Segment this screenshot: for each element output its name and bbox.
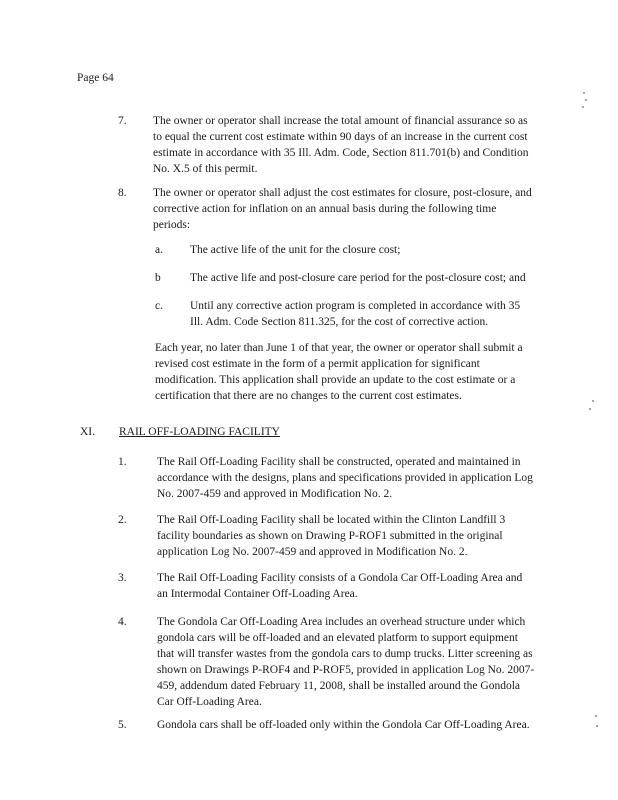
text-line: The owner or operator shall increase the total amount of financial assurance so as [153,115,528,127]
page-number: Page 64 [77,72,114,84]
scan-artifact [596,725,598,727]
text-line: that will transfer wastes from the gondola cars to dump trucks. Litter screening as [157,648,533,660]
text-line: an Intermodal Container Off-Loading Area. [157,588,358,600]
subitem-c-letter: c. [155,300,163,312]
text-line: The owner or operator shall adjust the cost estimates for closure, post-closure, and [153,187,532,199]
section-xi-number: XI. [80,426,96,438]
text-line: accordance with the designs, plans and specifications provided in application Log [157,472,533,484]
xi-item-2-text [157,512,505,560]
xi-item-3-number: 3. [118,572,127,584]
xi-item-4-number: 4. [118,616,127,628]
scan-artifact [595,715,597,717]
text-line: No. X.5 of this permit. [153,163,258,175]
text-line: periods: [153,219,191,231]
item-7-number: 7. [118,115,127,127]
text-line: revised cost estimate in the form of a permit application for significant [155,358,480,370]
item-8-number: 8. [118,187,127,199]
scan-artifact [585,99,587,101]
subitem-b-letter: b [155,272,161,284]
text-line: The Gondola Car Off-Loading Area includes an overhead structure under which [157,616,526,628]
text-line: shown on Drawings P-ROF4 and P-ROF5, provided in application Log No. 2007- [157,664,535,676]
xi-item-1-text [157,454,533,502]
text-line: estimate in accordance with 35 Ill. Adm. Code, Section 811.701(b) and Condition [153,147,529,159]
text-line: Ill. Adm. Code Section 811.325, for the cost of corrective action. [190,316,489,328]
text-line: The Rail Off-Loading Facility shall be constructed, operated and maintained in [157,456,521,468]
text-line: The Rail Off-Loading Facility consists of a Gondola Car Off-Loading Area and [157,572,523,584]
section-xi-title: RAIL OFF-LOADING FACILITY [119,426,280,438]
subitem-c-text [190,298,520,330]
text-line: 459, addendum dated February 11, 2008, shall be installed around the Gondola [157,680,521,692]
xi-item-2-number: 2. [118,514,127,526]
xi-item-1-number: 1. [118,456,127,468]
xi-item-3-text [157,570,522,602]
subitem-a-text [190,242,400,258]
text-line: corrective action for inflation on an annual basis during the following time [153,203,497,215]
text-line: No. 2007-459 and approved in Modification No. 2. [157,488,393,500]
text-line: to equal the current cost estimate within 90 days of an increase in the current cost [153,131,528,143]
text-line: The active life and post-closure care period for the post-closure cost; and [190,272,526,284]
text-line: Car Off-Loading Area. [157,696,262,708]
text-line: modification. This application shall provide an update to the cost estimate or a [155,374,516,386]
scan-artifact [592,400,594,402]
text-line: facility boundaries as shown on Drawing P-ROF1 submitted in the original [157,530,503,542]
scan-artifact [583,92,585,94]
text-line: The Rail Off-Loading Facility shall be located within the Clinton Landfill 3 [157,514,506,526]
xi-item-5-number: 5. [118,719,127,731]
item-7-text [153,113,529,177]
xi-item-5-text [157,717,530,733]
text-line: Each year, no later than June 1 of that year, the owner or operator shall submit a [155,342,523,354]
text-line: Until any corrective action program is completed in accordance with 35 [190,300,521,312]
text-line: certification that there are no changes to the current cost estimates. [155,390,462,402]
item-8-closing-text [155,340,523,404]
text-line: The active life of the unit for the closure cost; [190,244,401,256]
text-line: gondola cars will be off-loaded and an elevated platform to support equipment [157,632,518,644]
scan-artifact [582,106,584,108]
text-line: Gondola cars shall be off-loaded only within the Gondola Car Off-Loading Area. [157,719,530,731]
scan-artifact [589,408,591,410]
text-line: application Log No. 2007-459 and approved in Modification No. 2. [157,546,468,558]
item-8-text [153,185,532,233]
xi-item-4-text [157,614,534,710]
subitem-a-letter: a. [155,244,163,256]
subitem-b-text [190,270,526,286]
